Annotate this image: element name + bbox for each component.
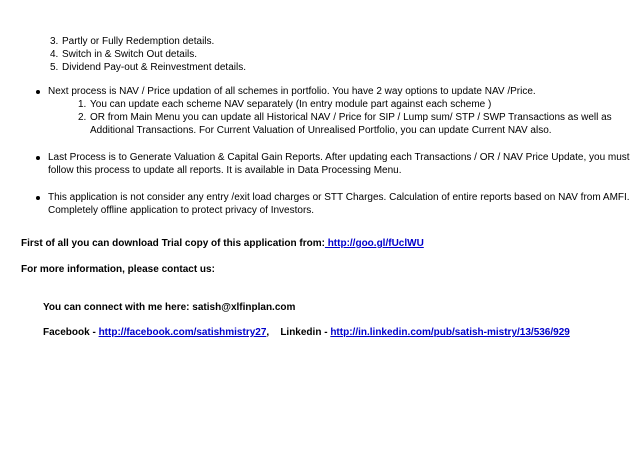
separator: , — [266, 327, 270, 338]
facebook-label: Facebook - — [43, 327, 96, 338]
download-link[interactable]: http://goo.gl/fUclWU — [324, 238, 424, 249]
bullet-dot — [36, 90, 40, 94]
list-item: Partly or Fully Redemption details. — [62, 36, 215, 47]
list-item: Dividend Pay-out & Reinvestment details. — [62, 62, 246, 73]
more-info-heading: For more information, please contact us: — [21, 264, 215, 275]
download-line — [21, 237, 424, 250]
contact-line: You can connect with me here: satish@xlfinplan.com — [43, 302, 296, 313]
bullet-text-continued: follow this process to update all reports. It is available in Data Processing Menu. — [48, 165, 402, 176]
bullet-text-continued: Completely offline application to protect privacy of Investors. — [48, 205, 315, 216]
sub-list-item-continued: Additional Transactions. For Current Valuation of Unrealised Portfolio, you can update Current NAV also. — [90, 125, 552, 136]
bullet-dot — [36, 196, 40, 200]
bullet-text: Last Process is to Generate Valuation & Capital Gain Reports. After updating each Transactions / OR / NAV Price Update, you must — [48, 152, 630, 163]
bullet-text: This application is not consider any entry /exit load charges or STT Charges. Calculation of entire reports based on NAV from AMFI. — [48, 192, 630, 203]
sub-list-item: You can update each scheme NAV separately (In entry module part against each scheme ) — [90, 99, 492, 110]
sub-list-item: OR from Main Menu you can update all Historical NAV / Price for SIP / Lump sum/ STP / SWP Transactions as well as — [90, 112, 612, 123]
download-label: First of all you can download Trial copy of this application from: — [21, 238, 325, 249]
linkedin-link[interactable]: http://in.linkedin.com/pub/satish-mistry/13/536/929 — [330, 327, 570, 338]
list-number: 4. — [50, 49, 59, 60]
bullet-text: Next process is NAV / Price updation of all schemes in portfolio. You have 2 way options to update NAV /Price. — [48, 86, 536, 97]
social-links-line — [43, 326, 570, 339]
list-number: 3. — [50, 36, 59, 47]
list-number: 5. — [50, 62, 59, 73]
linkedin-label: Linkedin - — [280, 327, 328, 338]
sub-list-number: 2. — [78, 112, 87, 123]
list-item: Switch in & Switch Out details. — [62, 49, 198, 60]
facebook-link[interactable]: http://facebook.com/satishmistry27 — [98, 327, 267, 338]
sub-list-number: 1. — [78, 99, 87, 110]
bullet-dot — [36, 156, 40, 160]
